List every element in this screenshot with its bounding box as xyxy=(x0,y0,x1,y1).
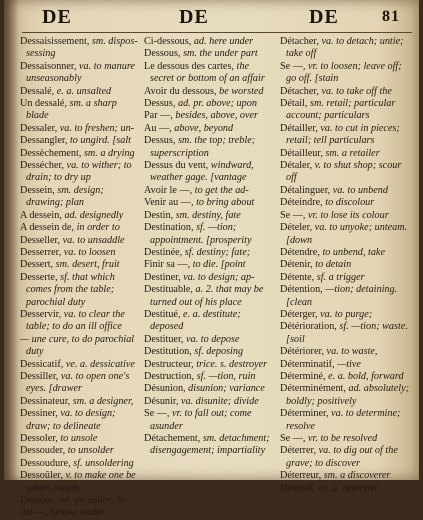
entry-headword: Dessouder, xyxy=(20,445,68,457)
dictionary-entry xyxy=(144,185,274,197)
dictionary-entry xyxy=(280,359,414,371)
entry-headword: Dessiner, xyxy=(20,408,61,420)
entry-headword: Au —, xyxy=(144,122,175,134)
entry-headword: Dessicatif, xyxy=(20,358,66,370)
dictionary-entry xyxy=(20,371,138,396)
dictionary-entry xyxy=(280,197,414,209)
entry-headword: Dessert, xyxy=(20,259,56,271)
entry-headword: Desserte, xyxy=(20,271,61,283)
dictionary-entry xyxy=(20,135,138,147)
entry-gloss: —tion; detaining. [clean xyxy=(286,284,398,308)
dictionary-entry xyxy=(20,61,138,86)
entry-headword: Destinée, xyxy=(144,246,185,258)
dictionary-entry xyxy=(144,433,274,458)
entry-gloss: va. to loosen xyxy=(63,246,116,258)
dictionary-entry xyxy=(280,284,414,309)
dictionary-entry xyxy=(144,222,274,247)
entry-gloss: sf. —tion, ruin xyxy=(196,370,256,382)
entry-headword: Desseller, xyxy=(20,234,63,246)
entry-gloss: to unsole xyxy=(60,433,98,444)
entry-headword: Destruction, xyxy=(144,370,197,382)
entry-headword: Avoir du dessous, xyxy=(144,85,220,97)
entry-gloss: va. to wither; to drain; to dry up xyxy=(26,160,132,184)
entry-headword: Déterminément, xyxy=(280,383,349,395)
entry-gloss: to unsolder xyxy=(67,445,114,457)
entry-gloss: sm. dispos-sessing xyxy=(26,36,138,60)
entry-headword: Desserrer, xyxy=(20,246,64,258)
dictionary-entry xyxy=(144,61,274,86)
entry-gloss: to get the ad- xyxy=(194,184,249,196)
entry-headword: Destiner, xyxy=(144,271,184,283)
entry-headword: Au —, xyxy=(20,507,51,519)
entry-headword: Dessous, xyxy=(20,495,60,507)
entry-gloss: sm. a discoverer xyxy=(323,470,391,482)
entry-headword: Destination, xyxy=(144,222,197,234)
dictionary-entry xyxy=(144,371,274,383)
entry-gloss: va. to take off the xyxy=(321,85,392,97)
entry-gloss: va. to manure unseasonably xyxy=(26,60,135,85)
entry-headword: Déterger, xyxy=(280,308,321,320)
entry-gloss: va. to cut in pieces; retail; tell particulars xyxy=(286,122,400,147)
dictionary-entry xyxy=(20,470,138,495)
entry-gloss: sm. retail; particular account; particulars xyxy=(286,98,396,122)
entry-headword: Détacher, xyxy=(280,85,322,97)
entry-gloss: be worsted xyxy=(219,85,264,97)
entry-headword: Détacher, xyxy=(280,36,322,47)
dictionary-entry xyxy=(280,383,414,408)
entry-gloss: va. to depose xyxy=(186,333,240,345)
dictionary-entry xyxy=(20,185,138,210)
entry-headword: Déteindre, xyxy=(280,197,326,209)
entry-headword: Dessus du vent, xyxy=(144,160,211,172)
running-header xyxy=(4,6,419,30)
entry-gloss: sf. —tion; waste. [soil xyxy=(286,321,408,345)
entry-gloss: disunion; variance xyxy=(188,383,265,395)
dictionary-entry xyxy=(20,160,138,185)
column-1 xyxy=(20,36,138,519)
entry-headword: Dessoler, xyxy=(20,433,61,444)
dictionary-entry xyxy=(20,222,138,234)
entry-gloss: to unbend, take xyxy=(322,246,385,258)
entry-gloss: vr. to be resolved xyxy=(308,433,378,444)
entry-headword: Se —, xyxy=(280,209,309,221)
entry-gloss: below; under xyxy=(50,507,105,519)
entry-gloss: v. to make one be sober. [neath xyxy=(26,470,136,494)
dictionary-entry xyxy=(20,86,138,98)
page-number: 81 xyxy=(382,8,400,25)
dictionary-entry xyxy=(280,470,414,482)
entry-headword: Détérioration, xyxy=(280,321,340,333)
entry-gloss: vr. to fall out; come asunder xyxy=(150,408,252,432)
dictionary-entry xyxy=(20,235,138,247)
dictionary-entry xyxy=(144,98,274,110)
entry-gloss: va. to design; ap- xyxy=(183,271,255,283)
dictionary-entry xyxy=(144,383,274,395)
dictionary-entry xyxy=(20,507,138,519)
dictionary-entry xyxy=(20,148,138,160)
entry-gloss: above, beyond xyxy=(174,122,234,134)
entry-headword: Désunion, xyxy=(144,383,189,395)
dictionary-entry xyxy=(144,309,274,334)
entry-headword: Détention, xyxy=(280,284,326,296)
dictionary-entry xyxy=(144,272,274,284)
entry-gloss: to ungird. [salt xyxy=(69,135,131,147)
dictionary-entry xyxy=(280,98,414,123)
entry-headword: Détailler, xyxy=(280,122,321,134)
entry-headword: Déterminé, xyxy=(280,370,329,382)
dictionary-entry xyxy=(20,123,138,135)
dictionary-entry xyxy=(280,408,414,433)
entry-gloss: sm. the under part xyxy=(183,48,258,60)
entry-headword: Dessaler, xyxy=(20,122,60,134)
entry-gloss: e. a. bold, forward xyxy=(328,370,404,382)
dictionary-entry xyxy=(20,247,138,259)
dictionary-entry xyxy=(144,123,274,135)
dictionary-entry xyxy=(280,321,414,346)
dictionary-entry xyxy=(280,346,414,358)
dictionary-entry xyxy=(20,98,138,123)
dictionary-entry xyxy=(280,222,414,247)
entry-gloss: sm. a sharp blade xyxy=(26,98,117,122)
dictionary-entry xyxy=(20,359,138,371)
entry-gloss: sm. destiny, fate xyxy=(175,209,241,221)
entry-gloss: va. to purge; xyxy=(320,308,373,320)
dictionary-page xyxy=(4,0,419,519)
entry-headword: Par —, xyxy=(144,110,176,122)
header-guide-middle: DE xyxy=(179,6,209,28)
entry-headword: Se —, xyxy=(280,433,309,444)
entry-headword: A dessein, xyxy=(20,209,65,221)
dictionary-entry xyxy=(144,36,274,48)
entry-gloss: sf. —tion; appointment. [prosperity xyxy=(150,222,252,246)
entry-headword: Dessus, xyxy=(144,98,178,110)
entry-headword: Venir au —, xyxy=(144,197,197,209)
entry-headword: Détalinguer, xyxy=(280,184,333,196)
entry-gloss: ad. here under xyxy=(193,36,254,47)
dictionary-entry xyxy=(280,160,414,185)
entry-gloss: sf. destiny; fate; xyxy=(184,246,251,258)
entry-headword: Détail, xyxy=(280,98,310,110)
entry-gloss: e. a. unsalted xyxy=(56,85,112,97)
entry-headword: Déterreur, xyxy=(280,470,324,482)
dictionary-entry xyxy=(144,160,274,185)
dictionary-entry xyxy=(144,396,274,408)
book-gutter-shadow xyxy=(4,0,18,480)
entry-gloss: va. to unbend xyxy=(332,184,388,196)
dictionary-entry xyxy=(20,495,138,507)
dictionary-entry xyxy=(280,259,414,271)
entry-gloss: sm. the top; treble; superscription xyxy=(150,135,256,159)
dictionary-entry xyxy=(280,445,414,470)
entry-gloss: ad. designedly xyxy=(64,209,124,221)
dictionary-entry xyxy=(280,247,414,259)
entry-gloss: a. 2. that may be turned out of his place xyxy=(150,284,264,308)
entry-gloss: va. to determine; resolve xyxy=(286,408,401,432)
entry-gloss: sf. unsoldering xyxy=(73,457,134,469)
entry-gloss: ad. absolutely; boldly; positively xyxy=(286,383,410,407)
entry-headword: Détailleur, xyxy=(280,147,326,159)
dictionary-entry xyxy=(144,210,274,222)
entry-headword: Déterminatif, xyxy=(280,358,338,370)
entry-gloss: trice. s. destroyer xyxy=(196,358,268,370)
dictionary-entry xyxy=(144,334,274,346)
entry-gloss: sm. detachment; disengagement; impartiality xyxy=(150,433,270,457)
entry-gloss: sm. design; drawing; plan xyxy=(26,184,104,209)
entry-gloss: the secret or bottom of an affair xyxy=(150,60,265,85)
header-guide-left: DE xyxy=(42,6,72,28)
entry-headword: Dessus, xyxy=(144,135,178,147)
entry-headword: Dessèchement, xyxy=(20,147,84,159)
entry-gloss: sf. deposing xyxy=(194,346,244,358)
dictionary-entry xyxy=(20,445,138,457)
entry-gloss: va. to detach; untie; take off xyxy=(286,36,404,60)
entry-gloss: sm. desert, fruit xyxy=(55,259,120,271)
dictionary-entry xyxy=(144,359,274,371)
entry-headword: Dessangler, xyxy=(20,135,70,147)
dictionary-entry xyxy=(20,433,138,445)
entry-gloss: v. to shut shop; scour off xyxy=(286,160,402,184)
entry-gloss: e. a. destitute; deposed xyxy=(150,308,241,333)
dictionary-entry xyxy=(144,346,274,358)
dictionary-entry xyxy=(144,259,274,271)
dictionary-entry xyxy=(280,483,414,495)
entry-headword: Ci-dessous, xyxy=(144,36,194,47)
entry-gloss: — une cure, to do parochial duty xyxy=(20,333,135,358)
entry-gloss: windward, weather gage. [vantage xyxy=(150,160,254,184)
entry-headword: Dessaisissement, xyxy=(20,36,92,47)
entry-gloss: va. to unsaddle xyxy=(62,234,125,246)
dictionary-entry xyxy=(144,48,274,60)
entry-headword: Destituer, xyxy=(144,333,187,345)
entry-headword: Dessoûler, xyxy=(20,470,66,482)
entry-gloss: va. to freshen; un- xyxy=(59,122,135,134)
entry-headword: Dételer, xyxy=(280,222,315,234)
entry-headword: Avoir le —, xyxy=(144,184,195,196)
entry-headword: Dessiller, xyxy=(20,370,61,382)
dictionary-entry xyxy=(280,36,414,61)
dictionary-entry xyxy=(144,408,274,433)
dictionary-entry xyxy=(280,309,414,321)
dictionary-entry xyxy=(280,210,414,222)
dictionary-entry xyxy=(280,86,414,98)
entry-headword: Le dessous des cartes, xyxy=(144,60,237,72)
dictionary-entry xyxy=(20,396,138,408)
dictionary-entry xyxy=(280,272,414,284)
entry-headword: Destructeur, xyxy=(144,358,197,370)
entry-gloss: besides, above, over xyxy=(175,110,259,122)
entry-headword: Se —, xyxy=(280,60,309,72)
entry-gloss: va. to dig out of the grave; to discover xyxy=(286,445,398,469)
entry-gloss: vr. to lose its colour xyxy=(308,209,389,221)
entry-gloss: ad. pr. under; be- xyxy=(59,495,131,507)
dictionary-entry xyxy=(280,185,414,197)
entry-gloss: va. to waste, xyxy=(326,346,378,358)
entry-headword: Dessécher, xyxy=(20,160,67,172)
entry-gloss: to die. [point xyxy=(192,259,246,271)
entry-headword: Dessinateur, xyxy=(20,395,73,407)
column-2 xyxy=(144,36,274,476)
header-rule xyxy=(22,32,412,33)
dictionary-entry xyxy=(20,309,138,334)
dictionary-entry xyxy=(144,135,274,160)
entry-headword: Destituable, xyxy=(144,284,196,296)
entry-gloss: —tive xyxy=(337,358,361,370)
entry-gloss: va. to open one's eyes. [drawer xyxy=(26,370,130,395)
entry-headword: Détenir, xyxy=(280,259,316,271)
dictionary-entry xyxy=(144,86,274,98)
entry-headword: Détente, xyxy=(280,271,317,283)
dictionary-entry xyxy=(20,334,138,359)
entry-headword: Désunir, xyxy=(144,395,181,407)
entry-gloss: sm. a drying xyxy=(83,147,135,159)
dictionary-entry xyxy=(20,272,138,309)
header-guide-right: DE xyxy=(309,6,339,28)
dictionary-entry xyxy=(144,284,274,309)
entry-gloss: vr. to loosen; leave off; go off. [stain xyxy=(286,60,402,85)
entry-headword: Dessous, xyxy=(144,48,184,60)
entry-headword: Dessalé, xyxy=(20,85,57,97)
entry-headword: Finir sa —, xyxy=(144,259,193,271)
dictionary-entry xyxy=(280,61,414,86)
entry-gloss: sm. a retailer xyxy=(325,147,380,159)
entry-gloss: sm. a designer, xyxy=(72,395,134,407)
entry-gloss: to bring about xyxy=(196,197,255,209)
dictionary-entry xyxy=(20,408,138,433)
dictionary-entry xyxy=(144,110,274,122)
entry-headword: Détachement, xyxy=(144,433,203,444)
entry-headword: Destitution, xyxy=(144,346,195,358)
entry-headword: Détendre, xyxy=(280,246,323,258)
dictionary-entry xyxy=(280,123,414,148)
entry-gloss: va. disunite; divide xyxy=(180,395,259,407)
entry-headword: Se —, xyxy=(144,408,173,420)
dictionary-entry xyxy=(144,247,274,259)
entry-headword: Déterminer, xyxy=(280,408,332,420)
entry-headword: Déterrer, xyxy=(280,445,319,457)
entry-gloss: in order to xyxy=(76,222,120,234)
entry-gloss: sf. that which comes from the table; parochial duty xyxy=(26,271,115,308)
dictionary-entry xyxy=(280,433,414,445)
entry-headword: Dessein, xyxy=(20,184,58,196)
entry-headword: Destin, xyxy=(144,209,176,221)
entry-gloss: va. to unyoke; unteam. [down xyxy=(286,222,408,246)
dictionary-entry xyxy=(280,148,414,160)
dictionary-entry xyxy=(144,197,274,209)
dictionary-entry xyxy=(20,458,138,470)
entry-gloss: ve. a. dessicative xyxy=(65,358,135,370)
entry-gloss: to discolour xyxy=(325,197,375,209)
entry-headword: Desservir, xyxy=(20,308,64,320)
entry-headword: Un dessalé, xyxy=(20,98,70,110)
entry-headword: Destitué, xyxy=(144,308,184,320)
entry-gloss: va. to design; draw; to delineate xyxy=(26,408,116,432)
dictionary-entry xyxy=(20,210,138,222)
entry-headword: A dessein de, xyxy=(20,222,77,234)
dictionary-entry xyxy=(20,36,138,61)
entry-gloss: sf. a trigger xyxy=(316,271,365,283)
entry-gloss: ve. a. detersive xyxy=(317,482,380,494)
entry-gloss: va. to clear the table; to do an ill office xyxy=(26,308,125,333)
entry-headword: Détériorer, xyxy=(280,346,327,358)
column-3 xyxy=(280,36,414,494)
entry-headword: Dessoudure, xyxy=(20,457,74,469)
entry-gloss: ad. pr. above; upon xyxy=(177,98,257,110)
dictionary-entry xyxy=(280,371,414,383)
entry-headword: Détersif, xyxy=(280,482,318,494)
entry-headword: Dessaisonner, xyxy=(20,60,80,72)
entry-gloss: to detain xyxy=(315,259,352,271)
dictionary-entry xyxy=(20,259,138,271)
entry-headword: Détaler, xyxy=(280,160,315,172)
